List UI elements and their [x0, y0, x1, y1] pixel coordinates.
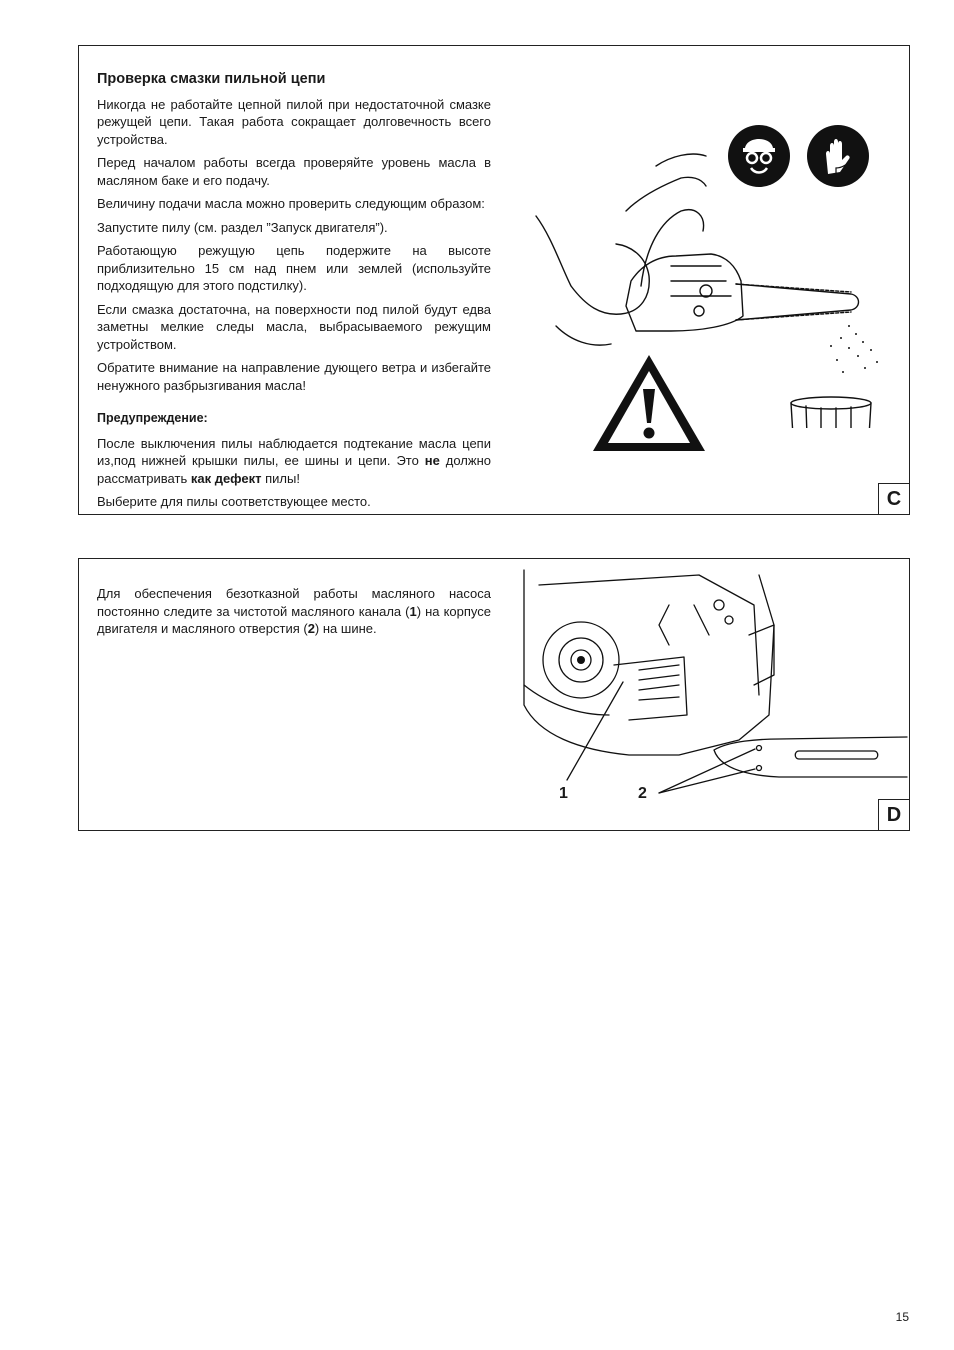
- section-c-panel: [78, 45, 910, 515]
- warning-text-1: После выключения пилы наблюдается подтекание масла цепи из,под нижней крышки пилы, ее шины и цепи. Это: [97, 435, 491, 468]
- warning-bold-not: не: [424, 453, 440, 468]
- callout-1: 1: [559, 785, 568, 802]
- face-protection-icon: [727, 124, 791, 188]
- oil-bold-2: 2: [307, 621, 315, 636]
- callout-2: 2: [638, 785, 647, 802]
- section-c-label: C: [878, 483, 910, 515]
- page-number: 15: [895, 1310, 909, 1324]
- warning-triangle-icon: [589, 351, 709, 455]
- oil-channel-illustration: [519, 565, 909, 800]
- section-d-text: [97, 585, 491, 644]
- warning-bold-defect: как дефект: [190, 470, 262, 486]
- oil-text-2: ) на корпусе двигателя и масляного отверстия (: [97, 603, 491, 636]
- oil-text-1: Для обеспечения безотказной работы масляного насоса постоянно следите за чистотой масляного канала (: [97, 586, 491, 619]
- warning-text-3: пилы!: [261, 470, 300, 486]
- closing-paragraph: Выберите для пилы соответствующее место.: [97, 494, 371, 509]
- gloves-icon: [806, 124, 870, 188]
- paragraph-6: Если смазка достаточна, на поверхности под пилой будут едва заметны мелкие следы масла, выбрасываемого режущим устройством.: [97, 301, 491, 352]
- section-d-label: D: [878, 799, 910, 831]
- paragraph-4: Запустите пилу (см. раздел ”Запуск двигателя”).: [97, 219, 388, 235]
- oil-bold-1: 1: [409, 603, 417, 619]
- warning-heading: Предупреждение:: [97, 411, 208, 425]
- paragraph-7: Обратите внимание на направление дующего ветра и избегайте ненужного разбрызгивания масла!: [97, 360, 491, 393]
- paragraph-1: Никогда не работайте цепной пилой при недостаточной смазке режущей цепи. Такая работа сокращает долговечность всего устройства.: [97, 96, 491, 147]
- section-c-title: Проверка смазки пильной цепи: [97, 71, 326, 87]
- warning-paragraph: [97, 435, 491, 488]
- oil-pump-paragraph: [97, 585, 491, 638]
- section-c-text: [97, 71, 491, 517]
- paragraph-3: Величину подачи масла можно проверить следующим образом:: [97, 196, 485, 211]
- section-d-panel: [78, 558, 910, 831]
- paragraph-2: Перед началом работы всегда проверяйте уровень масла в масляном баке и его подачу.: [97, 155, 491, 188]
- warning-text-2: должно рассматривать: [97, 453, 491, 486]
- oil-text-3: ) на шине.: [314, 621, 377, 636]
- paragraph-5: Работающую режущую цепь подержите на высоте приблизительно 15 см над пнем или землей (используйте подходящую для этого подстилку).: [97, 243, 491, 293]
